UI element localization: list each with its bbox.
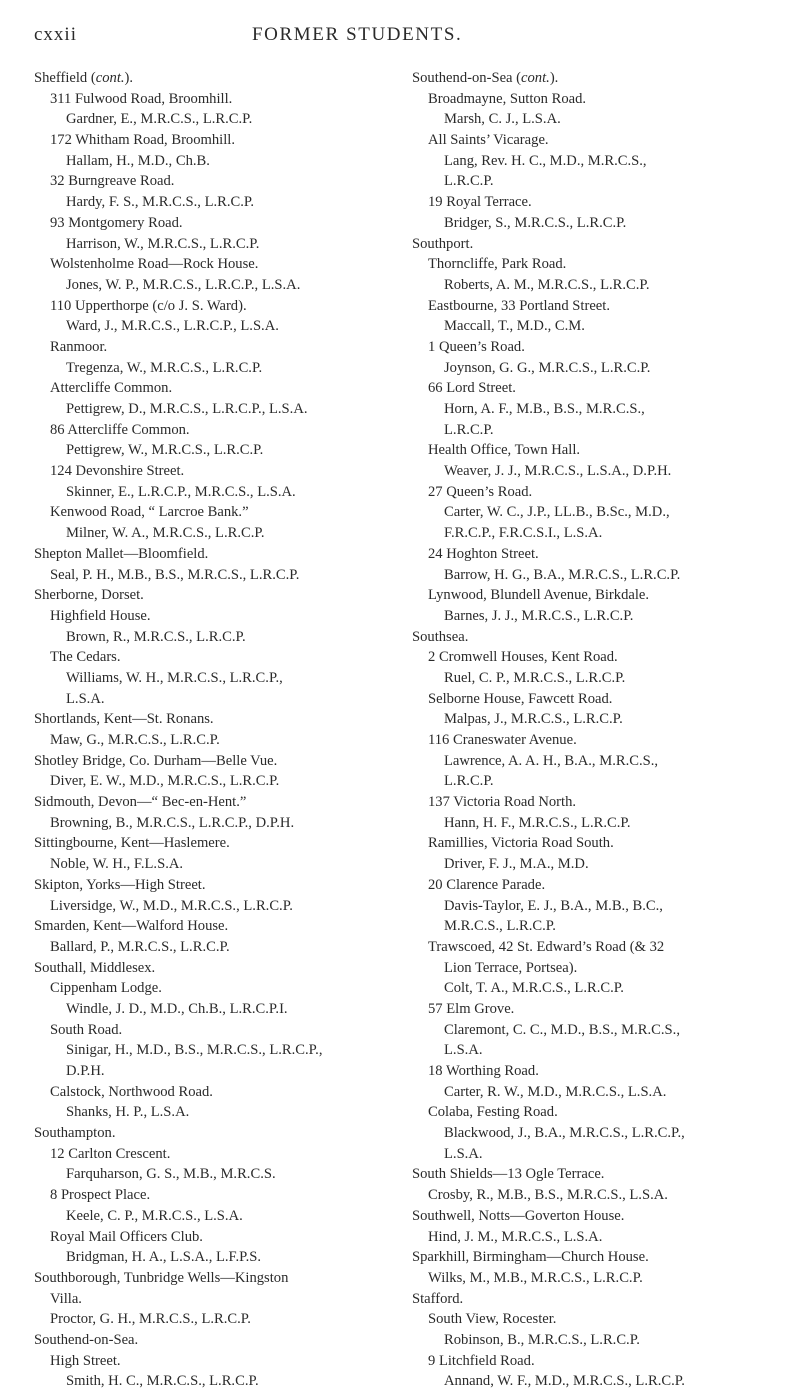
practitioner-entry: Malpas, J., M.R.C.S., L.R.C.P.: [444, 711, 623, 728]
address-line: 116 Craneswater Avenue.: [428, 732, 577, 748]
practitioner-entry: Shanks, H. P., L.S.A.: [66, 1104, 190, 1121]
address-line: South View, Rocester.: [428, 1311, 557, 1328]
practitioner-entry: Bridger, S., M.R.C.S., L.R.C.P.: [444, 214, 627, 231]
practitioner-entry: Marsh, C. J., L.S.A.: [444, 111, 561, 128]
address-line: Colaba, Festing Road.: [428, 1104, 558, 1121]
practitioner-entry: Gardner, E., M.R.C.S., L.R.C.P.: [66, 111, 253, 128]
place-heading: Southport.: [412, 235, 474, 252]
address-line: Thorncliffe, Park Road.: [428, 256, 567, 273]
address-line: South Road.: [50, 1021, 123, 1038]
address-line: Browning, B., M.R.C.S., L.R.C.P., D.P.H.: [50, 814, 295, 831]
address-line: Lynwood, Blundell Avenue, Birkdale.: [428, 587, 650, 604]
practitioner-entry: L.S.A.: [66, 690, 105, 707]
practitioner-entry: Colt, T. A., M.R.C.S., L.R.C.P.: [444, 980, 624, 997]
practitioner-entry: Maccall, T., M.D., C.M.: [444, 318, 585, 335]
address-line: 12 Carlton Crescent.: [50, 1145, 171, 1162]
practitioner-entry: Pettigrew, D., M.R.C.S., L.R.C.P., L.S.A.: [66, 401, 308, 417]
practitioner-entry: Harrison, W., M.R.C.S., L.R.C.P.: [66, 235, 260, 252]
practitioner-entry: Claremont, C. C., M.D., B.S., M.R.C.S.,: [444, 1021, 680, 1038]
address-line: Kenwood Road, “ Larcroe Bank.”: [50, 504, 249, 521]
practitioner-entry: Ruel, C. P., M.R.C.S., L.R.C.P.: [444, 669, 626, 686]
practitioner-entry: Robinson, B., M.R.C.S., L.R.C.P.: [444, 1331, 640, 1348]
address-line: Attercliffe Common.: [50, 380, 173, 397]
practitioner-entry: Brown, R., M.R.C.S., L.R.C.P.: [66, 628, 246, 645]
practitioner-entry: Lion Terrace, Portsea).: [444, 959, 578, 976]
address-line: Liversidge, W., M.D., M.R.C.S., L.R.C.P.: [50, 897, 293, 914]
place-heading: Southend-on-Sea (cont.).: [412, 70, 559, 86]
address-line: Maw, G., M.R.C.S., L.R.C.P.: [50, 732, 220, 748]
address-line: Hind, J. M., M.R.C.S., L.S.A.: [428, 1228, 603, 1245]
practitioner-entry: L.R.C.P.: [444, 421, 494, 438]
place-heading: Southsea.: [412, 628, 469, 645]
address-line: Calstock, Northwood Road.: [50, 1083, 213, 1100]
practitioner-entry: Williams, W. H., M.R.C.S., L.R.C.P.,: [66, 669, 283, 686]
practitioner-entry: Pettigrew, W., M.R.C.S., L.R.C.P.: [66, 442, 264, 459]
place-heading: Sittingbourne, Kent—Haslemere.: [34, 835, 230, 852]
right-column: [412, 68, 788, 1392]
address-line: Seal, P. H., M.B., B.S., M.R.C.S., L.R.C.P.: [50, 566, 300, 583]
place-heading: Southampton.: [34, 1125, 116, 1142]
place-heading: Shortlands, Kent—St. Ronans.: [34, 711, 214, 728]
practitioner-entry: Hann, H. F., M.R.C.S., L.R.C.P.: [444, 814, 631, 831]
practitioner-entry: Sinigar, H., M.D., B.S., M.R.C.S., L.R.C.P.,: [66, 1042, 323, 1059]
place-heading: Smarden, Kent—Walford House.: [34, 918, 229, 935]
practitioner-entry: Weaver, J. J., M.R.C.S., L.S.A., D.P.H.: [444, 463, 672, 480]
place-heading: Southwell, Notts—Goverton House.: [412, 1207, 625, 1224]
address-line: Villa.: [50, 1290, 82, 1307]
place-heading: Southall, Middlesex.: [34, 959, 156, 976]
address-line: Diver, E. W., M.D., M.R.C.S., L.R.C.P.: [50, 773, 280, 790]
address-line: Wolstenholme Road—Rock House.: [50, 256, 259, 273]
practitioner-entry: L.R.C.P.: [444, 773, 494, 790]
place-heading: Stafford.: [412, 1290, 464, 1307]
address-line: 27 Queen’s Road.: [428, 483, 533, 500]
practitioner-entry: Carter, W. C., J.P., LL.B., B.Sc., M.D.,: [444, 504, 670, 521]
address-line: 66 Lord Street.: [428, 380, 516, 397]
address-line: Ranmoor.: [50, 338, 108, 355]
practitioner-entry: Roberts, A. M., M.R.C.S., L.R.C.P.: [444, 276, 650, 293]
practitioner-entry: F.R.C.P., F.R.C.S.I., L.S.A.: [444, 525, 603, 542]
address-line: 311 Fulwood Road, Broomhill.: [50, 90, 233, 107]
practitioner-entry: L.S.A.: [444, 1145, 483, 1162]
place-heading: Southend-on-Sea.: [34, 1331, 139, 1348]
practitioner-entry: Lawrence, A. A. H., B.A., M.R.C.S.,: [444, 752, 659, 769]
place-heading: Southborough, Tunbridge Wells—Kingston: [34, 1269, 289, 1286]
address-line: Wilks, M., M.B., M.R.C.S., L.R.C.P.: [428, 1269, 643, 1286]
address-line: 8 Prospect Place.: [50, 1187, 151, 1204]
address-line: Royal Mail Officers Club.: [50, 1228, 203, 1245]
practitioner-entry: Carter, R. W., M.D., M.R.C.S., L.S.A.: [444, 1083, 667, 1100]
place-heading: South Shields—13 Ogle Terrace.: [412, 1166, 605, 1183]
address-line: Noble, W. H., F.L.S.A.: [50, 856, 184, 873]
practitioner-entry: Joynson, G. G., M.R.C.S., L.R.C.P.: [444, 359, 651, 376]
address-line: 2 Cromwell Houses, Kent Road.: [428, 649, 618, 666]
practitioner-entry: Barnes, J. J., M.R.C.S., L.R.C.P.: [444, 607, 634, 624]
address-line: Highfield House.: [50, 607, 151, 624]
practitioner-entry: Smith, H. C., M.R.C.S., L.R.C.P.: [66, 1373, 259, 1390]
practitioner-entry: D.P.H.: [66, 1063, 105, 1079]
address-line: Eastbourne, 33 Portland Street.: [428, 297, 610, 314]
practitioner-entry: Jones, W. P., M.R.C.S., L.R.C.P., L.S.A.: [66, 276, 301, 293]
address-line: 9 Litchfield Road.: [428, 1352, 535, 1369]
address-line: Trawscoed, 42 St. Edward’s Road (& 32: [428, 938, 665, 955]
address-line: 32 Burngreave Road.: [50, 173, 175, 190]
address-line: Proctor, G. H., M.R.C.S., L.R.C.P.: [50, 1311, 251, 1328]
practitioner-entry: Tregenza, W., M.R.C.S., L.R.C.P.: [66, 359, 263, 376]
place-heading: Skipton, Yorks—High Street.: [34, 876, 206, 893]
practitioner-entry: Annand, W. F., M.D., M.R.C.S., L.R.C.P.: [444, 1373, 685, 1390]
practitioner-entry: Blackwood, J., B.A., M.R.C.S., L.R.C.P.,: [444, 1125, 685, 1142]
practitioner-entry: Horn, A. F., M.B., B.S., M.R.C.S.,: [444, 401, 645, 417]
address-line: 24 Hoghton Street.: [428, 545, 539, 562]
practitioner-entry: M.R.C.S., L.R.C.P.: [444, 918, 556, 935]
address-line: Cippenham Lodge.: [50, 980, 162, 997]
address-line: High Street.: [50, 1352, 121, 1369]
practitioner-entry: Milner, W. A., M.R.C.S., L.R.C.P.: [66, 525, 265, 542]
practitioner-entry: Ward, J., M.R.C.S., L.R.C.P., L.S.A.: [66, 318, 279, 335]
practitioner-entry: L.S.A.: [444, 1042, 483, 1059]
place-heading: Sparkhill, Birmingham—Church House.: [412, 1249, 649, 1266]
practitioner-entry: Bridgman, H. A., L.S.A., L.F.P.S.: [66, 1249, 262, 1266]
practitioner-entry: Lang, Rev. H. C., M.D., M.R.C.S.,: [444, 152, 647, 169]
practitioner-entry: Keele, C. P., M.R.C.S., L.S.A.: [66, 1207, 243, 1224]
address-line: Selborne House, Fawcett Road.: [428, 690, 613, 707]
address-line: 137 Victoria Road North.: [428, 794, 577, 811]
address-line: 124 Devonshire Street.: [50, 463, 185, 480]
page-header: [34, 24, 754, 56]
practitioner-entry: Driver, F. J., M.A., M.D.: [444, 856, 589, 873]
address-line: 18 Worthing Road.: [428, 1063, 539, 1079]
address-line: 172 Whitham Road, Broomhill.: [50, 132, 235, 149]
address-line: All Saints’ Vicarage.: [428, 132, 549, 149]
practitioner-entry: Farquharson, G. S., M.B., M.R.C.S.: [66, 1166, 276, 1183]
address-line: 20 Clarence Parade.: [428, 876, 546, 893]
practitioner-entry: Skinner, E., L.R.C.P., M.R.C.S., L.S.A.: [66, 483, 296, 500]
address-line: Broadmayne, Sutton Road.: [428, 90, 587, 107]
place-heading: Sheffield (cont.).: [34, 70, 134, 86]
left-column: [34, 68, 406, 1392]
practitioner-entry: Windle, J. D., M.D., Ch.B., L.R.C.P.I.: [66, 1000, 288, 1017]
address-line: Health Office, Town Hall.: [428, 442, 581, 459]
address-line: 57 Elm Grove.: [428, 1000, 515, 1017]
address-line: 110 Upperthorpe (c/o J. S. Ward).: [50, 297, 247, 314]
address-line: Ballard, P., M.R.C.S., L.R.C.P.: [50, 938, 230, 955]
address-line: The Cedars.: [50, 649, 121, 666]
place-heading: Sidmouth, Devon—“ Bec-en-Hent.”: [34, 794, 247, 811]
place-heading: Sherborne, Dorset.: [34, 587, 144, 604]
running-head: FORMER STUDENTS.: [252, 24, 463, 45]
address-line: 93 Montgomery Road.: [50, 214, 183, 231]
address-line: Ramillies, Victoria Road South.: [428, 835, 614, 852]
place-heading: Shepton Mallet—Bloomfield.: [34, 545, 209, 562]
practitioner-entry: Davis-Taylor, E. J., B.A., M.B., B.C.,: [444, 897, 663, 914]
practitioner-entry: Barrow, H. G., B.A., M.R.C.S., L.R.C.P.: [444, 566, 681, 583]
practitioner-entry: L.R.C.P.: [444, 173, 494, 190]
address-line: Crosby, R., M.B., B.S., M.R.C.S., L.S.A.: [428, 1187, 668, 1204]
page-number: cxxii: [34, 24, 77, 45]
place-heading: Shotley Bridge, Co. Durham—Belle Vue.: [34, 752, 278, 769]
practitioner-entry: Hallam, H., M.D., Ch.B.: [66, 152, 210, 169]
address-line: 19 Royal Terrace.: [428, 194, 532, 211]
practitioner-entry: Hardy, F. S., M.R.C.S., L.R.C.P.: [66, 194, 255, 211]
address-line: 86 Attercliffe Common.: [50, 421, 190, 438]
address-line: 1 Queen’s Road.: [428, 338, 525, 355]
